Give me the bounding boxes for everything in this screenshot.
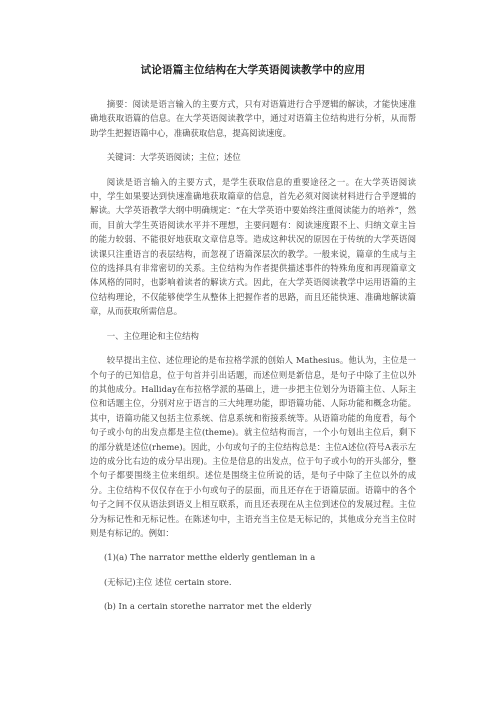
example-line-3: (b) In a certain storethe narrator met the elderly <box>104 601 312 612</box>
spacer <box>90 140 416 150</box>
spacer <box>90 319 416 329</box>
spacer <box>90 540 416 550</box>
spacer <box>90 343 416 353</box>
document-page <box>90 62 416 614</box>
spacer <box>90 589 416 599</box>
document-title: 试论语篇主位结构在大学英语阅读教学中的应用 <box>140 64 366 76</box>
intro-paragraph: 阅读是语言输入的主要方式，是学生获取信息的重要途径之一。在大学英语阅读中，学生如果要达到快速准确地获取篇章的信息，首先必须对阅读材料进行合乎逻辑的解读。大学英语教学大纲中明确规定：“在大学英语中要始终注重阅读能力的培养”，然而，目前大学生英语阅读水平并不理想，主要问题有：阅读速度跟不上、归纳文章主旨的能力较弱、不能很好地获取文章信息等。造成这种状况的原因在于传统的大学英语阅读课只注重语言的表层结构，而忽视了语篇深层次的教学。一般来说，篇章的生成与主位的选择具有非常密切的关系。主位结构为作者提供描述事件的特殊角度和再现篇章文体风格的同时，也影响着读者的解读方式。因此，在大学英语阅读教学中运用语篇的主位结构理论，不仅能够使学生从整体上把握作者的思路，而且还能快速、准确地解读篇章，从而获取所需信息。 <box>90 176 416 317</box>
spacer <box>90 165 416 175</box>
example-line-1: (1)(a) The narrator metthe elderly gentleman in a <box>104 552 316 563</box>
keywords-line: 关键词：大学英语阅读；主位；述位 <box>106 152 241 163</box>
section-paragraph: 较早提出主位、述位理论的是布拉格学派的创始人 Mathesius。他认为，主位是一个句子的已知信息，位于句首并引出话题，而述位则是新信息，是句子中除了主位以外的其他成分。Halliday在布拉格学派的基础上，进一步把主位划分为语篇主位、人际主位和话题主位，分别对应于语言的三大纯理功能，即语篇功能、人际功能和概念功能。其中，语篇功能又包括主位系统、信息系统和衔接系统等。从语篇功能的角度看，每个句子或小句的出发点都是主位(theme)。就主位结构而言，一个小句划出主位后，剩下的部分就是述位(rheme)。因此，小句或句子的主位结构总是：主位A述位(符号A表示左边的成分比右边的成分早出现)。主位是信息的出发点，位于句子或小句的开头部分，整个句子都要围绕主位来组织。述位是围绕主位所说的话，是句子中除了主位以外的成分。主位结构不仅仅存在于小句或句子的层面，而且还存在于语篇层面。语篇中的各个句子之间不仅从语法到语义上相互联系，而且还表现在从主位到述位的发展过程。主位分为标记性和无标记性。在陈述句中，主语充当主位是无标记的，其他成分充当主位时则是有标记的。例如： <box>90 355 416 538</box>
abstract-paragraph: 摘要：阅读是语言输入的主要方式，只有对语篇进行合乎逻辑的解读，才能快速准确地获取语篇的信息。在大学英语阅读教学中，通过对语篇主位结构进行分析，从而帮助学生把握语篇中心，准确获取信息，提高阅读速度。 <box>90 99 416 138</box>
section-heading: 一、主位理论和主位结构 <box>106 330 199 341</box>
spacer <box>90 565 416 575</box>
example-line-2: (无标记)主位 述位 certain store. <box>104 576 232 587</box>
